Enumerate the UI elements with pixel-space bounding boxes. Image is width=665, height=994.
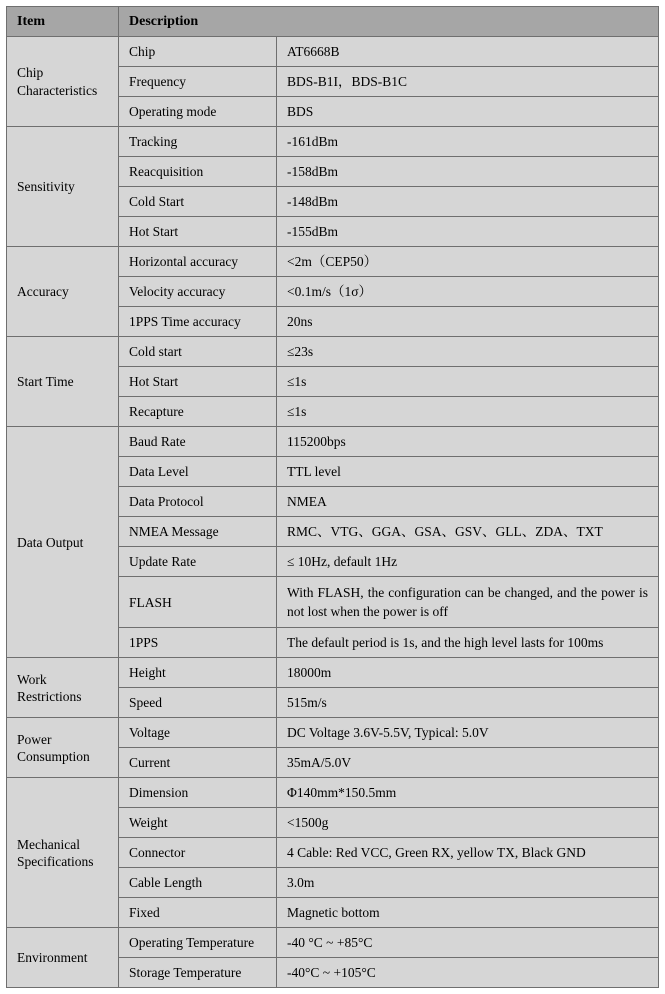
table-body — [7, 37, 659, 988]
table-row — [7, 718, 659, 748]
parameter-name-cell: Velocity accuracy — [119, 277, 277, 307]
row-group-label: Mechanical Specifications — [7, 778, 119, 928]
table-row — [7, 778, 659, 808]
parameter-name-cell: Recapture — [119, 397, 277, 427]
parameter-value-cell: With FLASH, the configuration can be changed, and the power is not lost when the power is off — [277, 577, 659, 628]
parameter-value-cell: Φ140mm*150.5mm — [277, 778, 659, 808]
row-group-label: Sensitivity — [7, 127, 119, 247]
parameter-name-cell: Operating Temperature — [119, 928, 277, 958]
table-row — [7, 247, 659, 277]
parameter-name-cell: Weight — [119, 808, 277, 838]
parameter-name-cell: Hot Start — [119, 217, 277, 247]
parameter-value-cell: ≤1s — [277, 367, 659, 397]
parameter-name-cell: Operating mode — [119, 97, 277, 127]
parameter-value-cell: DC Voltage 3.6V-5.5V, Typical: 5.0V — [277, 718, 659, 748]
parameter-value-cell: AT6668B — [277, 37, 659, 67]
parameter-name-cell: Frequency — [119, 67, 277, 97]
parameter-value-cell: <1500g — [277, 808, 659, 838]
table-row — [7, 658, 659, 688]
parameter-value-cell: 4 Cable: Red VCC, Green RX, yellow TX, Black GND — [277, 838, 659, 868]
parameter-name-cell: Data Protocol — [119, 487, 277, 517]
row-group-label: Chip Characteristics — [7, 37, 119, 127]
parameter-name-cell: Chip — [119, 37, 277, 67]
parameter-name-cell: Connector — [119, 838, 277, 868]
parameter-value-cell: ≤1s — [277, 397, 659, 427]
parameter-value-cell: -158dBm — [277, 157, 659, 187]
parameter-value-cell: Magnetic bottom — [277, 898, 659, 928]
parameter-value-cell: -148dBm — [277, 187, 659, 217]
table-row — [7, 37, 659, 67]
parameter-name-cell: 1PPS — [119, 628, 277, 658]
column-header-description: Description — [119, 7, 659, 37]
parameter-value-cell: <2m（CEP50） — [277, 247, 659, 277]
row-group-label: Accuracy — [7, 247, 119, 337]
table-header — [7, 7, 659, 37]
parameter-name-cell: Update Rate — [119, 547, 277, 577]
parameter-value-cell: -161dBm — [277, 127, 659, 157]
parameter-value-cell: -40°C ~ +105°C — [277, 958, 659, 988]
row-group-label: Power Consumption — [7, 718, 119, 778]
header-row — [7, 7, 659, 37]
parameter-value-cell: <0.1m/s（1σ） — [277, 277, 659, 307]
parameter-name-cell: Horizontal accuracy — [119, 247, 277, 277]
parameter-name-cell: 1PPS Time accuracy — [119, 307, 277, 337]
parameter-value-cell: 35mA/5.0V — [277, 748, 659, 778]
parameter-value-cell: 3.0m — [277, 868, 659, 898]
parameter-name-cell: Reacquisition — [119, 157, 277, 187]
parameter-value-cell: TTL level — [277, 457, 659, 487]
specification-table — [6, 6, 659, 988]
parameter-value-cell: 115200bps — [277, 427, 659, 457]
parameter-name-cell: Current — [119, 748, 277, 778]
parameter-name-cell: Baud Rate — [119, 427, 277, 457]
parameter-value-cell: ≤ 10Hz, default 1Hz — [277, 547, 659, 577]
row-group-label: Data Output — [7, 427, 119, 658]
parameter-value-cell: NMEA — [277, 487, 659, 517]
parameter-name-cell: FLASH — [119, 577, 277, 628]
column-header-item: Item — [7, 7, 119, 37]
row-group-label: Start Time — [7, 337, 119, 427]
parameter-name-cell: Voltage — [119, 718, 277, 748]
parameter-value-cell: 18000m — [277, 658, 659, 688]
parameter-name-cell: Cold Start — [119, 187, 277, 217]
parameter-value-cell: 20ns — [277, 307, 659, 337]
parameter-value-cell: BDS-B1I，BDS-B1C — [277, 67, 659, 97]
parameter-name-cell: Dimension — [119, 778, 277, 808]
parameter-name-cell: Height — [119, 658, 277, 688]
table-row — [7, 928, 659, 958]
row-group-label: Environment — [7, 928, 119, 988]
parameter-name-cell: Cable Length — [119, 868, 277, 898]
parameter-value-cell: BDS — [277, 97, 659, 127]
parameter-value-cell: ≤23s — [277, 337, 659, 367]
parameter-name-cell: Storage Temperature — [119, 958, 277, 988]
parameter-name-cell: Fixed — [119, 898, 277, 928]
table-row — [7, 127, 659, 157]
parameter-value-cell: RMC、VTG、GGA、GSA、GSV、GLL、ZDA、TXT — [277, 517, 659, 547]
parameter-name-cell: NMEA Message — [119, 517, 277, 547]
parameter-name-cell: Cold start — [119, 337, 277, 367]
specification-table-container — [6, 6, 658, 988]
parameter-value-cell: 515m/s — [277, 688, 659, 718]
table-row — [7, 337, 659, 367]
parameter-value-cell: -155dBm — [277, 217, 659, 247]
parameter-name-cell: Speed — [119, 688, 277, 718]
row-group-label: Work Restrictions — [7, 658, 119, 718]
parameter-value-cell: -40 °C ~ +85°C — [277, 928, 659, 958]
parameter-name-cell: Tracking — [119, 127, 277, 157]
parameter-name-cell: Data Level — [119, 457, 277, 487]
parameter-name-cell: Hot Start — [119, 367, 277, 397]
table-row — [7, 427, 659, 457]
parameter-value-cell: The default period is 1s, and the high level lasts for 100ms — [277, 628, 659, 658]
